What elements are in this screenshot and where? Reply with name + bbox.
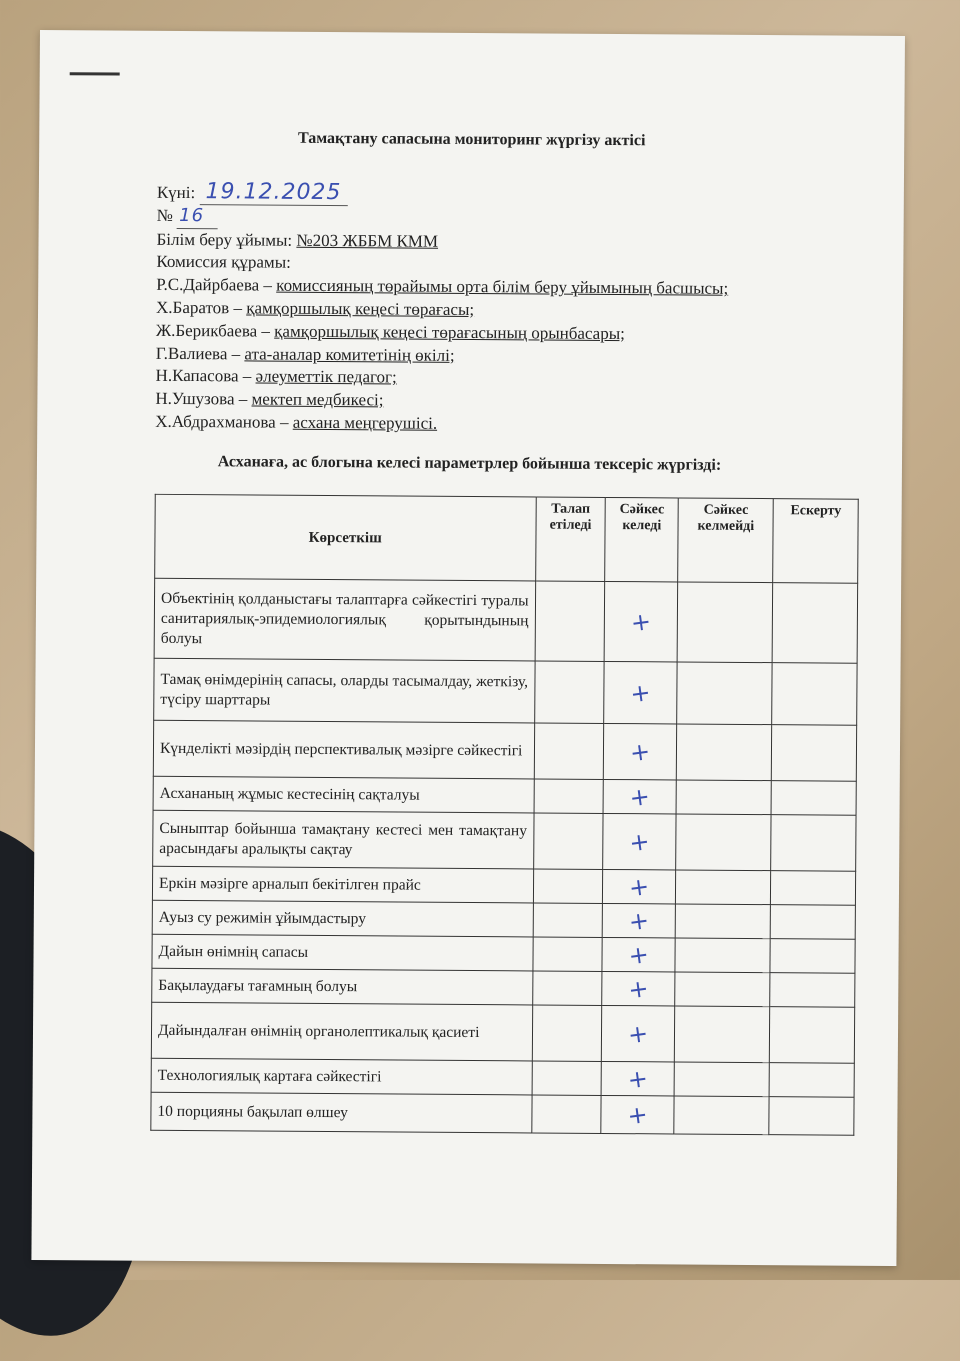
compliant-cell bbox=[604, 723, 677, 780]
compliant-cell bbox=[602, 971, 675, 1006]
note-cell bbox=[770, 1007, 855, 1064]
header-indicator: Көрсеткіш bbox=[155, 494, 536, 581]
indicator-cell: Технологиялық картаға сәйкестігі bbox=[151, 1058, 532, 1095]
required-cell bbox=[531, 1095, 601, 1133]
required-cell bbox=[534, 779, 604, 813]
table-row bbox=[151, 1092, 854, 1135]
handwritten-plus-mark: + bbox=[628, 677, 653, 708]
note-cell bbox=[770, 939, 855, 974]
table-row bbox=[152, 900, 855, 939]
required-cell bbox=[534, 723, 604, 779]
org-value: №203 ЖББМ КММ bbox=[296, 230, 439, 251]
indicator-cell: Асхананың жұмыс кестесінің сақталуы bbox=[153, 776, 534, 813]
indicator-cell: 10 порцияны бақылап өлшеу bbox=[151, 1092, 532, 1133]
noncompliant-cell bbox=[676, 870, 771, 905]
member-role: мектеп медбикесі; bbox=[251, 389, 384, 410]
noncompliant-cell bbox=[674, 1006, 770, 1063]
indicator-cell: Күнделікті мәзірдің перспективалық мәзірге сәйкестігі bbox=[153, 720, 534, 779]
table-row bbox=[151, 1002, 854, 1063]
handwritten-plus-mark: + bbox=[626, 1018, 651, 1049]
required-cell bbox=[533, 813, 603, 869]
handwritten-plus-mark: + bbox=[626, 973, 651, 1004]
noncompliant-cell bbox=[676, 780, 771, 815]
compliant-cell bbox=[601, 1095, 674, 1134]
table-row bbox=[154, 658, 857, 725]
required-cell bbox=[534, 661, 604, 723]
indicator-cell: Дайындалған өнімнің органолептикалық қасиеті bbox=[151, 1002, 532, 1061]
commission-member bbox=[156, 320, 728, 347]
noncompliant-cell bbox=[677, 662, 773, 725]
inspection-table-body bbox=[151, 578, 858, 1135]
note-cell bbox=[771, 871, 856, 906]
note-cell bbox=[771, 905, 856, 940]
table-header-row bbox=[155, 494, 859, 583]
table-row bbox=[152, 934, 855, 973]
member-role: қамқоршылық кеңесі төрағасының орынбасары; bbox=[274, 321, 625, 343]
indicator-cell: Бақылаудағы тағамның болуы bbox=[152, 968, 533, 1005]
document-info bbox=[155, 181, 729, 438]
table-row bbox=[153, 810, 856, 871]
indicator-cell: Сыныптар бойынша тамақтану кестесі мен тамақтану арасындағы аралықты сақтау bbox=[153, 810, 534, 869]
header-compliant: Сәйкес келеді bbox=[605, 497, 678, 582]
header-note: Ескерту bbox=[773, 499, 858, 584]
number-value: 16 bbox=[177, 205, 218, 229]
required-cell bbox=[532, 1005, 602, 1061]
note-cell bbox=[772, 725, 857, 782]
indicator-cell: Ауыз су режимін ұйымдастыру bbox=[152, 900, 533, 937]
compliant-cell bbox=[602, 937, 675, 972]
commission-member bbox=[155, 411, 727, 438]
table-row bbox=[152, 866, 855, 905]
header-required: Талап етіледі bbox=[535, 497, 605, 581]
indicator-cell: Еркін мәзірге арналып бекітілген прайс bbox=[152, 866, 533, 903]
noncompliant-cell bbox=[675, 904, 770, 939]
noncompliant-cell bbox=[675, 972, 770, 1007]
noncompliant-cell bbox=[675, 938, 770, 973]
date-row bbox=[157, 181, 729, 209]
table-row bbox=[153, 720, 856, 781]
required-cell bbox=[533, 937, 603, 971]
table-row bbox=[151, 1058, 854, 1097]
member-name: Н.Ушузова – bbox=[155, 388, 248, 409]
note-cell bbox=[770, 973, 855, 1008]
compliant-cell bbox=[603, 813, 676, 870]
noncompliant-cell bbox=[674, 1096, 770, 1135]
member-role: қамқоршылық кеңесі төрағасы; bbox=[246, 298, 475, 320]
required-cell bbox=[535, 581, 605, 661]
margin-mark bbox=[70, 72, 120, 75]
noncompliant-cell bbox=[677, 582, 773, 663]
noncompliant-cell bbox=[676, 814, 772, 871]
handwritten-plus-mark: + bbox=[627, 939, 651, 970]
compliant-cell bbox=[604, 581, 677, 662]
date-label: Күні: bbox=[156, 182, 196, 203]
member-name: Х.Баратов – bbox=[156, 297, 243, 318]
document-sheet bbox=[31, 30, 905, 1266]
member-name: Р.С.Дайрбаева – bbox=[156, 275, 273, 295]
member-role: комиссияның төрайымы орта білім беру ұйымының басшысы; bbox=[276, 275, 729, 298]
compliant-cell bbox=[603, 869, 676, 904]
table-row bbox=[153, 776, 856, 815]
member-name: Х.Абдрахманова – bbox=[155, 411, 289, 432]
compliant-cell bbox=[601, 1061, 674, 1096]
compliant-cell bbox=[604, 661, 677, 724]
required-cell bbox=[533, 903, 603, 937]
indicator-cell: Тамақ өнімдерінің сапасы, оларды тасымалдау, жеткізу, түсіру шарттары bbox=[154, 658, 535, 723]
member-name: Ж.Берикбаева – bbox=[155, 320, 271, 341]
note-cell bbox=[770, 1063, 855, 1098]
table-row bbox=[152, 968, 855, 1007]
noncompliant-cell bbox=[676, 724, 772, 781]
note-cell bbox=[772, 663, 857, 726]
indicator-cell: Объектінің қолданыстағы талаптарға сәйкестігі туралы санитариялық-эпидемиологиялық қорытындының болуы bbox=[154, 578, 535, 661]
note-cell bbox=[771, 815, 856, 872]
handwritten-plus-mark: + bbox=[628, 736, 653, 767]
member-name: Н.Капасова – bbox=[155, 366, 252, 386]
commission-members bbox=[155, 274, 728, 438]
required-cell bbox=[532, 971, 602, 1005]
header-noncompliant: Сәйкес келмейді bbox=[678, 498, 774, 583]
handwritten-plus-mark: + bbox=[625, 1099, 650, 1130]
handwritten-plus-mark: + bbox=[627, 905, 651, 936]
handwritten-plus-mark: + bbox=[627, 871, 652, 902]
table-row bbox=[154, 578, 858, 663]
note-cell bbox=[769, 1097, 854, 1136]
document-title: Тамақтану сапасына мониторинг жүргізу актісі bbox=[297, 129, 646, 150]
inspection-table bbox=[150, 494, 858, 1136]
note-cell bbox=[773, 583, 858, 664]
noncompliant-cell bbox=[674, 1062, 769, 1097]
date-value: 19.12.2025 bbox=[199, 181, 347, 206]
compliant-cell bbox=[603, 779, 676, 814]
member-role: ата-аналар комитетінің өкілі; bbox=[244, 344, 455, 365]
compliant-cell bbox=[602, 1005, 675, 1062]
commission-label: Комиссия құрамы: bbox=[156, 252, 291, 273]
handwritten-plus-mark: + bbox=[626, 1063, 650, 1094]
member-role: әлеуметтік педагог; bbox=[255, 366, 397, 387]
number-label: № bbox=[156, 205, 174, 225]
handwritten-plus-mark: + bbox=[628, 781, 652, 812]
indicator-cell: Дайын өнімнің сапасы bbox=[152, 934, 533, 971]
required-cell bbox=[533, 869, 603, 903]
document-subtitle: Асханаға, ас блогына келесі параметрлер бойынша тексеріс жүргізді: bbox=[217, 453, 722, 474]
member-role: асхана меңгерушісі. bbox=[292, 412, 438, 433]
handwritten-plus-mark: + bbox=[627, 826, 652, 857]
note-cell bbox=[771, 781, 856, 816]
required-cell bbox=[532, 1061, 602, 1095]
compliant-cell bbox=[603, 903, 676, 938]
org-label: Білім беру ұйымы: bbox=[156, 229, 293, 250]
handwritten-plus-mark: + bbox=[629, 606, 653, 637]
member-name: Г.Валиева – bbox=[155, 343, 241, 363]
